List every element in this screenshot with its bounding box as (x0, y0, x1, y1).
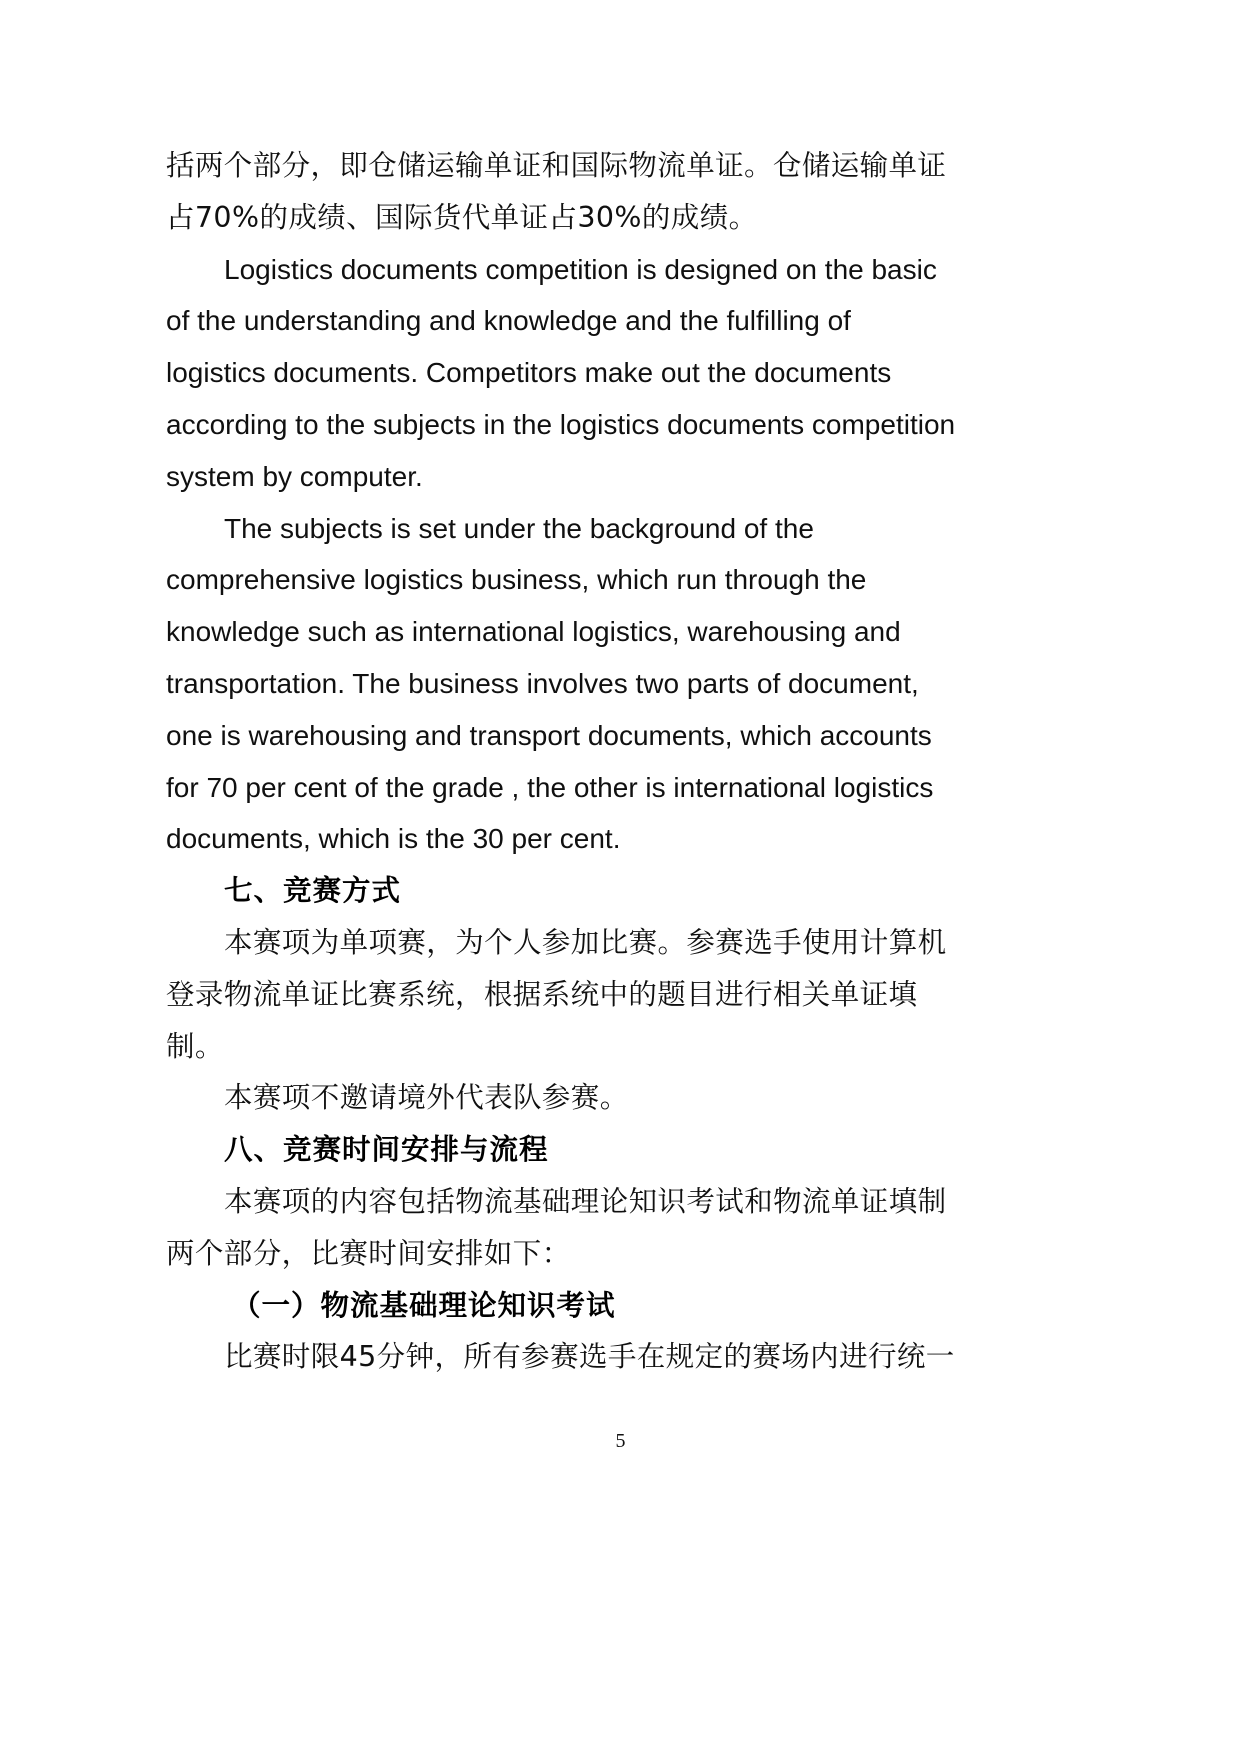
document-body (166, 140, 956, 1383)
heading-section-seven: 七、竞赛方式 (224, 874, 402, 908)
paragraph-chinese-intro: 括两个部分，即仓储运输单证和国际物流单证。仓储运输单证占70%的成绩、国际货代单证占30%的成绩。 (166, 149, 947, 234)
paragraph-chinese-schedule-intro: 本赛项的内容包括物流基础理论知识考试和物流单证填制两个部分，比赛时间安排如下： (166, 1184, 947, 1270)
page-number: 5 (615, 1430, 626, 1452)
paragraph-chinese-theory-exam-time: 比赛时限45分钟，所有参赛选手在规定的赛场内进行统一 (224, 1340, 955, 1374)
paragraph-chinese-no-overseas-teams: 本赛项不邀请境外代表队参赛。 (224, 1081, 629, 1115)
paragraph-english-competition-design: Logistics documents competition is designed on the basic of the understanding and knowledge and the fulfilling of logistics documents. Competitors make out the documents according to the subjects in the logistics documents competition system by computer. (166, 253, 956, 492)
paragraph-chinese-competition-mode: 本赛项为单项赛，为个人参加比赛。参赛选手使用计算机登录物流单证比赛系统，根据系统中的题目进行相关单证填制。 (166, 925, 947, 1063)
heading-subsection-one: （一）物流基础理论知识考试 (232, 1288, 616, 1322)
paragraph-english-subjects-background: The subjects is set under the background of the comprehensive logistics business, which run through the knowledge such as international logistics, warehousing and transportation. The business involves two parts of document, one is warehousing and transport documents, which accounts for 70 per cent of the grade , the other is international logistics documents, which is the 30 per cent. (166, 512, 934, 855)
heading-section-eight: 八、竞赛时间安排与流程 (224, 1133, 549, 1167)
